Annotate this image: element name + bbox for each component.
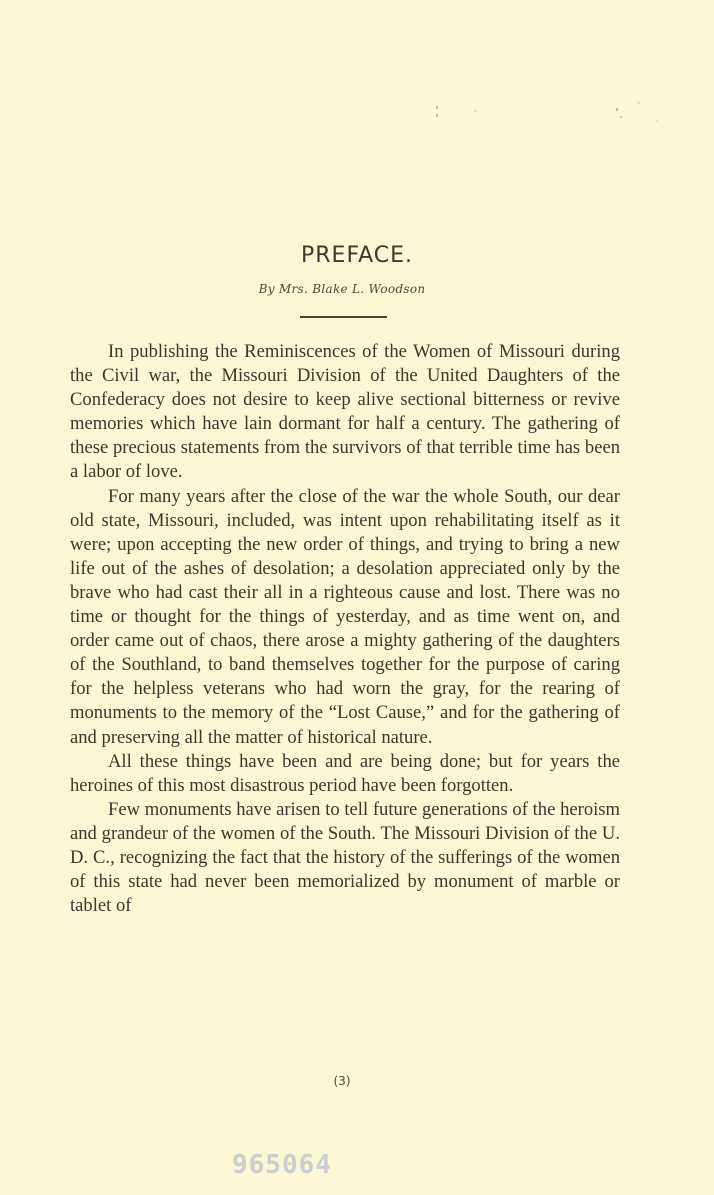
paragraph: In publishing the Reminiscences of the Women of Missouri during the Civil war, the Missouri Division of the United Daughters of the Confederacy does not desire to keep alive sectional bitterness or revive memories which have lain dormant for half a century. The gathering of these precious statements from the survivors of that terrible time has been a labor of love. (70, 341, 620, 483)
paragraph: For many years after the close of the war the whole South, our dear old state, Missouri, included, was intent upon rehabilitating itself as it were; upon accepting the new order of things, and trying to bring a new life out of the ashes of desolation; a desolation appreciated only by the brave who had cast their all in a righteous cause and lost. There was no time or thought for the things of yesterday, and as time went on, and order came out of chaos, there arose a mighty gathering of the daughters of the Southland, to band themselves together for the purpose of caring for the helpless veterans who had worn the gray, for the rearing of monuments to the memory of the “Lost Cause,” and for the gathering of and preserving all the matter of historical nature. (70, 485, 620, 748)
preface-body (70, 340, 620, 918)
library-stamp: 965064 (232, 1150, 332, 1180)
paragraph: Few monuments have arisen to tell future generations of the heroism and grandeur of the women of the South. The Missouri Division of the U. D. C., recognizing the fact that the history of the sufferings of the women of this state had never been memorialized by monument of marble or tablet of (70, 798, 620, 917)
paper-specks (430, 100, 670, 130)
author-byline: By Mrs. Blake L. Woodson (258, 282, 426, 296)
page-number: (3) (333, 1074, 351, 1088)
page-title: PREFACE. (300, 243, 413, 268)
paragraph: All these things have been and are being done; but for years the heroines of this most disastrous period have been forgotten. (70, 750, 620, 796)
title-rule (300, 316, 387, 318)
